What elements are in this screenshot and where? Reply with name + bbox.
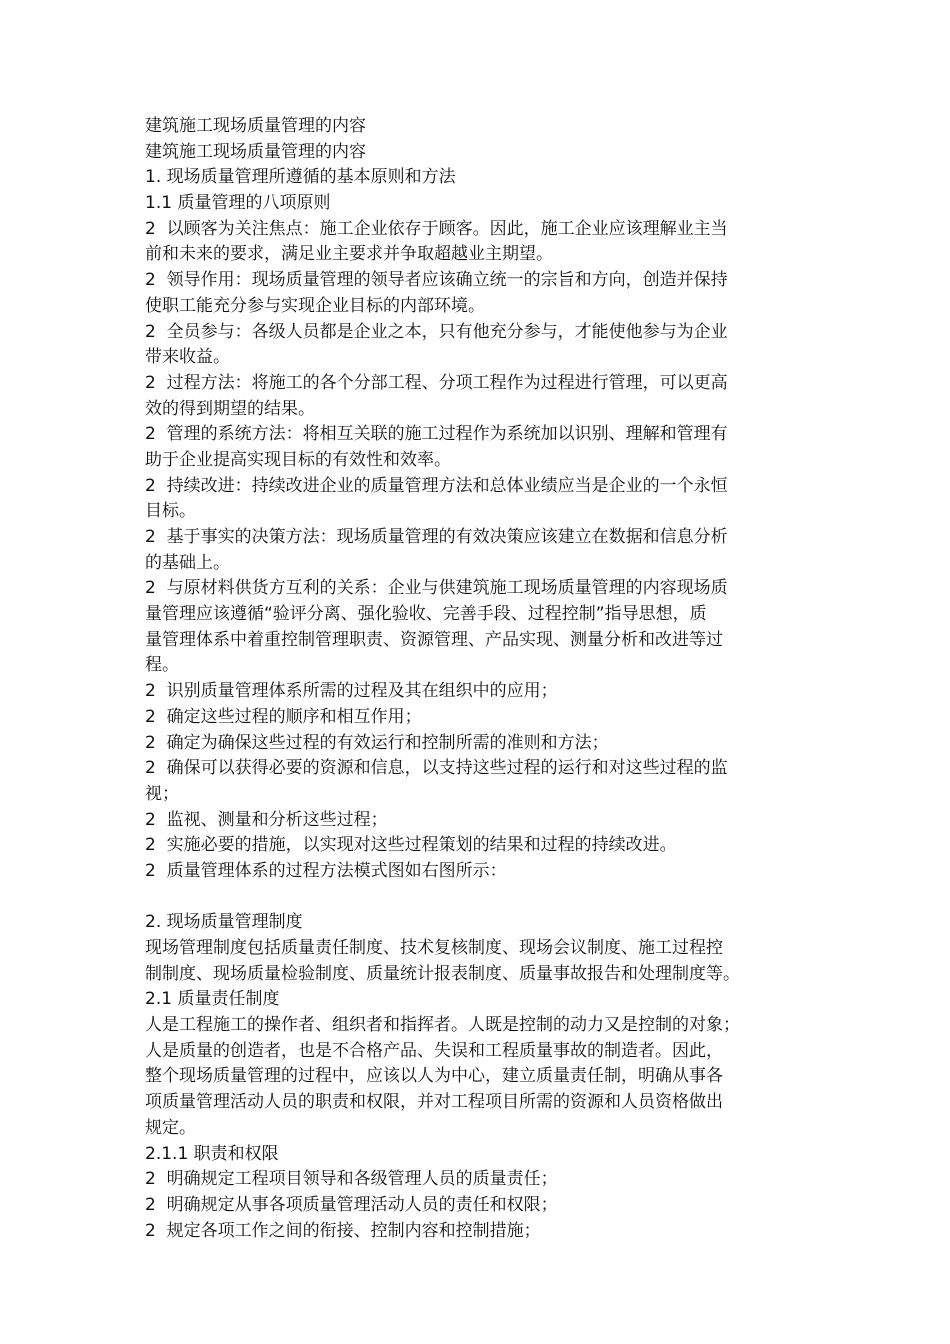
text-line: 2 规定各项工作之间的衔接、控制内容和控制措施；: [145, 1220, 541, 1241]
text-line: 2 过程方法：将施工的各个分部工程、分项工程作为过程进行管理，可以更高: [145, 372, 728, 393]
text-line: 项质量管理活动人员的职责和权限，并对工程项目所需的资源和人员资格做出: [145, 1092, 723, 1113]
text-line: 的基础上。: [145, 552, 230, 573]
text-line: 目标。: [145, 501, 196, 522]
text-line: 人是质量的创造者，也是不合格产品、失误和工程质量事故的制造者。因此，: [145, 1040, 723, 1061]
text-line: 视；: [145, 783, 179, 804]
text-line: 规定。: [145, 1117, 196, 1138]
document-page: [145, 114, 835, 1244]
text-line: 2 管理的系统方法：将相互关联的施工过程作为系统加以识别、理解和管理有: [145, 424, 728, 445]
text-line: 2 监视、测量和分析这些过程；: [145, 809, 388, 830]
text-line: 2 实施必要的措施，以实现对这些过程策划的结果和过程的持续改进。: [145, 835, 677, 856]
text-line: 2 质量管理体系的过程方法模式图如右图所示：: [145, 860, 507, 881]
subsection-heading-1-1: 1.1 质量管理的八项原则: [145, 193, 331, 214]
text-line: 2 全员参与：各级人员都是企业之本，只有他充分参与，才能使他参与为企业: [145, 321, 728, 342]
text-line: 程。: [145, 655, 179, 676]
text-line: 2 确定为确保这些过程的有效运行和控制所需的准则和方法；: [145, 732, 609, 753]
text-line: 2 持续改进：持续改进企业的质量管理方法和总体业绩应当是企业的一个永恒: [145, 475, 728, 496]
text-line: 助于企业提高实现目标的有效性和效率。: [145, 449, 451, 470]
text-line: 2 领导作用：现场质量管理的领导者应该确立统一的宗旨和方向，创造并保持: [145, 270, 728, 291]
doc-title: 建筑施工现场质量管理的内容: [145, 116, 366, 136]
section-heading-2: 2. 现场质量管理制度: [145, 912, 303, 933]
subsection-heading-2-1: 2.1 质量责任制度: [145, 989, 280, 1010]
subsection-heading-2-1-1: 2.1.1 职责和权限: [145, 1143, 279, 1164]
text-line: 2 明确规定从事各项质量管理活动人员的责任和权限；: [145, 1194, 558, 1215]
text-line: 2 识别质量管理体系所需的过程及其在组织中的应用；: [145, 681, 558, 702]
text-line: 量管理应该遵循“验评分离、强化验收、完善手段、过程控制”指导思想，质: [145, 604, 707, 625]
text-line: 2 确保可以获得必要的资源和信息，以支持这些过程的运行和对这些过程的监: [145, 758, 728, 779]
text-line: 整个现场质量管理的过程中，应该以人为中心，建立质量责任制，明确从事各: [145, 1066, 723, 1087]
text-line: 量管理体系中着重控制管理职责、资源管理、产品实现、测量分析和改进等过: [145, 629, 723, 650]
text-line: 2 以顾客为关注焦点：施工企业依存于顾客。因此，施工企业应该理解业主当: [145, 218, 728, 239]
text-line: 2 基于事实的决策方法：现场质量管理的有效决策应该建立在数据和信息分析: [145, 527, 728, 547]
doc-title-repeat: 建筑施工现场质量管理的内容: [145, 141, 366, 162]
section-heading-1: 1. 现场质量管理所遵循的基本原则和方法: [145, 167, 456, 188]
text-line: 制制度、现场质量检验制度、质量统计报表制度、质量事故报告和处理制度等。: [145, 963, 740, 984]
text-line: 2 确定这些过程的顺序和相互作用；: [145, 706, 422, 727]
text-line: 2 与原材料供货方互利的关系：企业与供建筑施工现场质量管理的内容现场质: [145, 578, 728, 599]
text-line: 现场管理制度包括质量责任制度、技术复核制度、现场会议制度、施工过程控: [145, 938, 723, 958]
blank-line: [145, 885, 835, 911]
text-line: 带来收益。: [145, 347, 230, 368]
text-line: 使职工能充分参与实现企业目标的内部环境。: [145, 295, 485, 316]
text-line: 效的得到期望的结果。: [145, 398, 315, 419]
text-line: 2 明确规定工程项目领导和各级管理人员的质量责任；: [145, 1169, 558, 1190]
text-line: 人是工程施工的操作者、组织者和指挥者。人既是控制的动力又是控制的对象；: [145, 1015, 740, 1036]
text-line: 前和未来的要求，满足业主要求并争取超越业主期望。: [145, 244, 553, 265]
